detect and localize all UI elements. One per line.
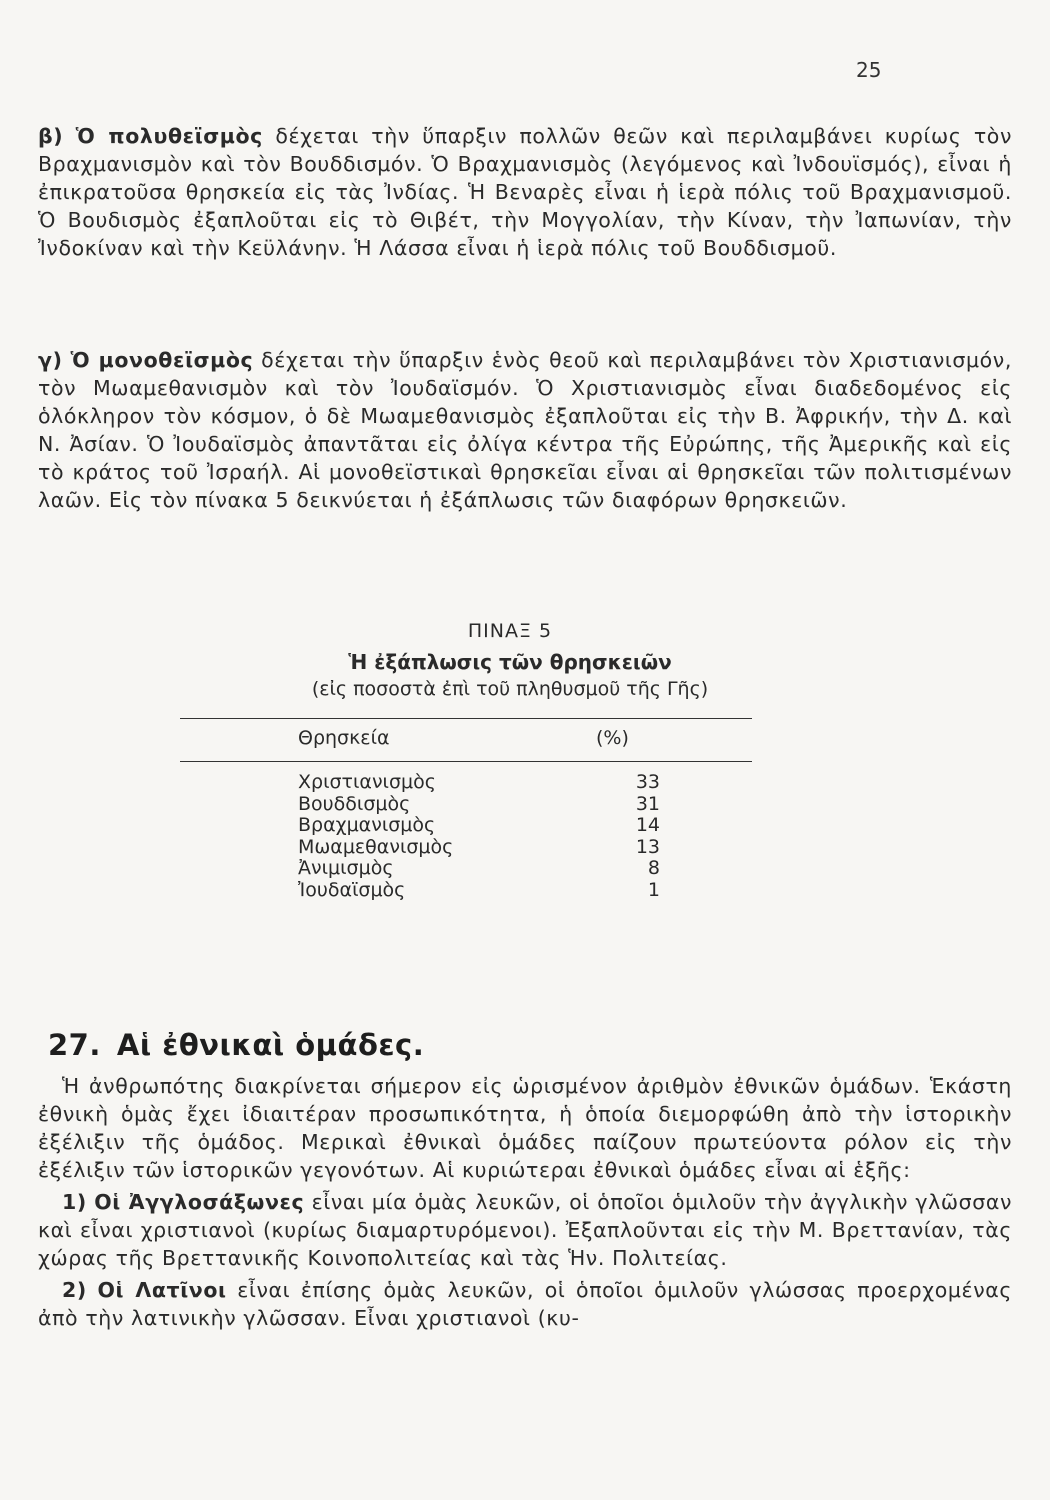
header-percent: (%) bbox=[596, 727, 629, 749]
row-percent: 13 bbox=[635, 835, 660, 858]
paragraph-anglosaxons bbox=[38, 1188, 1012, 1272]
table-row bbox=[180, 794, 780, 816]
term-anglosaxons: Οἱ Ἀγγλοσάξωνες bbox=[94, 1190, 305, 1214]
paragraph-monotheism bbox=[38, 346, 1012, 514]
paragraph-latins bbox=[38, 1276, 1012, 1332]
table-row bbox=[180, 772, 780, 794]
row-religion: Βραχμανισμὸς bbox=[298, 814, 436, 836]
table-row bbox=[180, 815, 780, 837]
table-subtitle: (εἰς ποσοστὰ ἐπὶ τοῦ πληθυσμοῦ τῆς Γῆς) bbox=[311, 678, 709, 700]
paragraph-polytheism bbox=[38, 122, 1012, 262]
table-header bbox=[180, 727, 780, 749]
term-polytheism: Ὁ πολυθεϊσμὸς bbox=[75, 124, 263, 148]
row-percent: 14 bbox=[635, 814, 660, 836]
table-row bbox=[180, 880, 780, 902]
table-title: Ἡ ἐξάπλωσις τῶν θρησκειῶν bbox=[348, 650, 672, 674]
table-top-rule bbox=[180, 718, 752, 719]
header-religion: Θρησκεία bbox=[298, 727, 390, 749]
page-number: 25 bbox=[856, 58, 882, 82]
row-religion: Βουδδισμὸς bbox=[298, 792, 411, 815]
paragraph-text: δέχεται τὴν ὕπαρξιν πολλῶν θεῶν καὶ περιλαμβάνει κυρίως τὸν Βραχμανισμὸν καὶ τὸν Βουδδισμόν. Ὁ Βραχμανισμὸς (λεγόμενος καὶ Ἰνδουϊσμός), εἶναι ἡ ἐπικρατοῦσα θρησκεία εἰς τὰς Ἰνδίας. Ἡ Βεναρὲς εἶναι ἡ ἱερὰ πόλις τοῦ Βραχμανισμοῦ. Ὁ Βουδισμὸς ἐξαπλοῦται εἰς τὸ Θιβέτ, τὴν Μογγολίαν, τὴν Κίναν, τὴν Ἰαπωνίαν, τὴν Ἰνδοκίναν καὶ τὴν Κεϋλάνην. Ἡ Λάσσα εἶναι ἡ ἱερὰ πόλις τοῦ Βουδδισμοῦ. bbox=[38, 124, 1012, 260]
religions-table bbox=[180, 620, 780, 901]
row-religion: Ἰουδαϊσμὸς bbox=[298, 878, 406, 901]
section-number: 27. bbox=[48, 1028, 101, 1062]
row-percent: 33 bbox=[635, 771, 660, 793]
paragraph-text: εἶναι μία ὁμὰς λευκῶν, οἱ ὁποῖοι ὁμιλοῦν τὴν ἀγγλικὴν γλῶσσαν καὶ εἶναι χριστιανοὶ (κυρίως διαμαρτυρόμενοι). Ἐξαπλοῦνται εἰς τὴν Μ. Βρεττανίαν, τὰς χώρας τῆς Βρεττανικῆς Κοινοπολιτείας καὶ τὰς Ἡν. Πολιτείας. bbox=[38, 1190, 1013, 1270]
table-row bbox=[180, 837, 780, 859]
item-label: β) bbox=[38, 124, 64, 148]
section-heading bbox=[48, 1028, 424, 1062]
term-latins: Οἱ Λατῖνοι bbox=[97, 1278, 227, 1302]
table-label: ΠΙΝΑΞ 5 bbox=[467, 620, 553, 642]
table-header-rule bbox=[180, 761, 752, 762]
row-religion: Χριστιανισμὸς bbox=[298, 771, 436, 793]
item-label: 1) bbox=[62, 1190, 87, 1214]
table-body bbox=[180, 772, 780, 901]
paragraph-intro: Ἡ ἀνθρωπότης διακρίνεται σήμερον εἰς ὡρισμένον ἀριθμὸν ἐθνικῶν ὁμάδων. Ἑκάστη ἐθνικὴ ὁμὰς ἔχει ἰδιαιτέραν προσωπικότητα, ἡ ὁποία διεμορφώθη ἀπὸ τὴν ἱστορικὴν ἐξέλιξιν τῆς ὁμάδος. Μερικαὶ ἐθνικαὶ ὁμάδες παίζουν πρωτεύοντα ρόλον εἰς τὴν ἐξέλιξιν τῶν ἱστορικῶν γεγονότων. Αἱ κυριώτεραι ἐθνικαὶ ὁμάδες εἶναι αἱ ἑξῆς: bbox=[38, 1074, 1012, 1182]
section-title: Αἱ ἐθνικαὶ ὁμάδες. bbox=[116, 1028, 425, 1062]
row-percent: 8 bbox=[647, 857, 660, 879]
section-27-body bbox=[38, 1072, 1012, 1332]
row-religion: Μωαμεθανισμὸς bbox=[298, 835, 454, 858]
item-label: γ) bbox=[38, 348, 63, 372]
term-monotheism: Ὁ μονοθεϊσμὸς bbox=[70, 348, 254, 372]
paragraph-text: δέχεται τὴν ὕπαρξιν ἑνὸς θεοῦ καὶ περιλαμβάνει τὸν Χριστιανισμόν, τὸν Μωαμεθανισμὸν καὶ τὸν Ἰουδαϊσμόν. Ὁ Χριστιανισμὸς εἶναι διαδεδομένος εἰς ὁλόκληρον τὸν κόσμον, ὁ δὲ Μωαμεθανισμὸς ἐξαπλοῦται εἰς τὴν Β. Ἀφρικήν, τὴν Δ. καὶ Ν. Ἀσίαν. Ὁ Ἰουδαϊσμὸς ἀπαντᾶται εἰς ὀλίγα κέντρα τῆς Εὐρώπης, τῆς Ἀμερικῆς καὶ εἰς τὸ κράτος τοῦ Ἰσραήλ. Αἱ μονοθεϊστικαὶ θρησκεῖαι εἶναι αἱ θρησκεῖαι τῶν πολιτισμένων λαῶν. Εἰς τὸν πίνακα 5 δεικνύεται ἡ ἐξάπλωσις τῶν διαφόρων θρησκειῶν. bbox=[38, 348, 1012, 512]
table-row bbox=[180, 858, 780, 880]
item-label: 2) bbox=[62, 1278, 87, 1302]
row-percent: 1 bbox=[647, 878, 660, 901]
row-percent: 31 bbox=[635, 792, 660, 815]
paragraph-text: εἶναι ἐπίσης ὁμὰς λευκῶν, οἱ ὁποῖοι ὁμιλοῦν γλώσσας προερχομένας ἀπὸ τὴν λατινικὴν γλῶσσαν. Εἶναι χριστιανοὶ (κυ- bbox=[38, 1278, 1012, 1330]
row-religion: Ἀνιμισμὸς bbox=[298, 857, 394, 879]
